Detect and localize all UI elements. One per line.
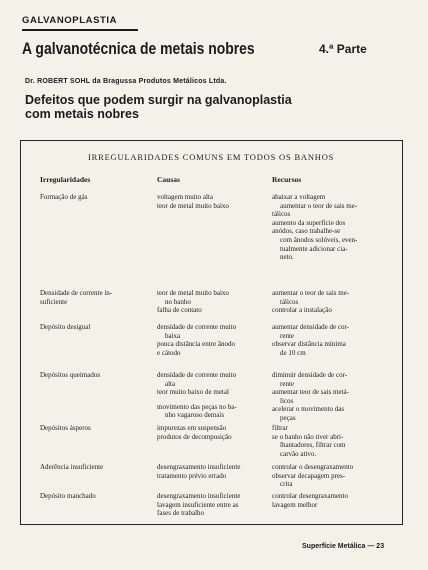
- table-cell-irregularity: [40, 424, 152, 433]
- cell-line: rente: [280, 379, 294, 388]
- cell-line: aumentar o teor de sais me-: [272, 289, 350, 297]
- cell-line: anódos, caso trabalhe-se: [272, 227, 341, 236]
- cell-line: carvão ativo.: [280, 449, 317, 458]
- cell-line: e cátodo: [157, 348, 181, 357]
- cell-line: rente: [280, 331, 294, 340]
- column-header-causes: Causas: [157, 175, 180, 184]
- cell-line: tálicos: [272, 210, 291, 219]
- table-cell-irregularity: [40, 193, 152, 202]
- cell-line: baixa: [165, 331, 181, 340]
- table-cell-irregularity: [40, 371, 152, 380]
- table-cell-remedies: [272, 323, 387, 357]
- table-cell-causes: [157, 193, 269, 210]
- cell-line: densidade de corrente muito: [157, 323, 237, 331]
- cell-line: peças: [280, 413, 296, 422]
- cell-line: observar distância mínima: [272, 340, 346, 349]
- column-header-irregularities: Irregularidades: [40, 175, 91, 184]
- cell-line: fases de trabalho: [157, 509, 205, 518]
- cell-line: alta: [165, 379, 176, 388]
- subtitle: [25, 93, 345, 121]
- cell-line: tualmente adicionar cia-: [280, 244, 348, 253]
- cell-line: controlar o desengraxamento: [272, 463, 354, 471]
- cell-line: observar decapagem pres-: [272, 471, 346, 480]
- table-cell-remedies: [272, 463, 387, 489]
- table-cell-irregularity: [40, 289, 152, 306]
- cell-line: Depósitos ásperos: [40, 424, 91, 432]
- cell-line: crita: [280, 480, 293, 489]
- cell-line: de 10 cm: [280, 348, 306, 357]
- cell-line: Aderência insuficiente: [40, 463, 104, 471]
- table-cell-irregularity: [40, 492, 152, 501]
- table-cell-causes: [157, 492, 269, 518]
- cell-line: Formação de gás: [40, 193, 88, 201]
- cell-line: tratamento prévio errado: [157, 471, 227, 480]
- cell-line: Densidade de corrente in-: [40, 289, 113, 297]
- cell-line: teor muito baixo de metal: [157, 388, 229, 397]
- cell-line: filtrar: [272, 424, 288, 432]
- cell-line: Depósito manchado: [40, 492, 96, 500]
- cell-line: produtos de decomposição: [157, 432, 232, 441]
- table-cell-causes: [157, 289, 269, 315]
- cell-line: diminuir densidade de cor-: [272, 371, 348, 379]
- part-label: 4.ª Parte: [319, 42, 367, 56]
- cell-line: nho vagaroso demais: [165, 411, 225, 420]
- cell-line: licos: [280, 396, 294, 405]
- cell-line: Depósito desigual: [40, 323, 91, 331]
- table-cell-irregularity: [40, 463, 152, 472]
- section-label: GALVANOPLASTIA: [22, 15, 118, 26]
- article-title: A galvanotécnica de metais nobres: [22, 39, 255, 58]
- cell-line: se o banho não tiver abri-: [272, 432, 344, 441]
- cell-line: controlar a instalação: [272, 306, 332, 315]
- cell-line: teor de metal muito baixo: [157, 289, 229, 297]
- cell-line: voltagem muito alta: [157, 193, 213, 201]
- cell-line: abaixar a voltagem: [272, 193, 326, 201]
- table-title: IRREGULARIDADES COMUNS EM TODOS OS BANHOS: [88, 152, 335, 162]
- cell-line: lhantadores, filtrar com: [280, 441, 346, 450]
- page-footer: Superfície Metálica — 23: [302, 543, 385, 550]
- cell-line: impurezas em suspensão: [157, 424, 227, 432]
- cell-line: lavagem melhor: [272, 500, 318, 509]
- table-cell-remedies: [272, 193, 387, 262]
- cell-line: aumentar o teor de sais me-: [280, 201, 358, 210]
- table-cell-remedies: [272, 289, 387, 315]
- subtitle-line-2: com metais nobres: [25, 107, 139, 121]
- cell-line: suficiente: [40, 297, 68, 306]
- cell-line: com ânodos solúveis, even-: [280, 235, 358, 244]
- cell-line: no banho: [165, 297, 191, 306]
- table-cell-irregularity: [40, 323, 152, 332]
- cell-line: desengraxamento insuficiente: [157, 463, 241, 471]
- table-cell-remedies: [272, 424, 387, 458]
- cell-line: neto.: [280, 253, 294, 262]
- cell-line: falha de contato: [157, 306, 202, 315]
- table-cell-causes: [157, 371, 269, 420]
- cell-line: aumentar densidade de cor-: [272, 323, 350, 331]
- cell-line: aumentar teor de sais metá-: [272, 388, 349, 397]
- cell-line: acelerar o movimento das: [272, 405, 345, 414]
- table-cell-causes: [157, 463, 269, 480]
- author-line: Dr. ROBERT SOHL da Bragussa Produtos Metálicos Ltda.: [25, 78, 227, 85]
- table-cell-causes: [157, 323, 269, 357]
- cell-line: pouca distância entre ânodo: [157, 340, 235, 349]
- cell-line: movimento das peças no ba-: [157, 402, 237, 411]
- cell-line: desengraxamento insuficiente: [157, 492, 241, 500]
- table-cell-remedies: [272, 492, 387, 509]
- cell-line: tálicos: [280, 297, 299, 306]
- cell-line: teor de metal muito baixo: [157, 201, 229, 210]
- cell-line: controlar desengraxamento: [272, 492, 348, 500]
- cell-line: lavagem insuficiente entre as: [157, 500, 239, 509]
- table-cell-remedies: [272, 371, 387, 423]
- subtitle-line-1: Defeitos que podem surgir na galvanoplastia: [25, 93, 292, 107]
- column-header-remedies: Recursos: [272, 175, 302, 184]
- cell-line: aumento da superfície dos: [272, 218, 346, 227]
- cell-line: densidade de corrente muito: [157, 371, 237, 379]
- table-cell-causes: [157, 424, 269, 441]
- cell-line: Depósitos queimados: [40, 371, 101, 379]
- section-rule: [22, 29, 138, 31]
